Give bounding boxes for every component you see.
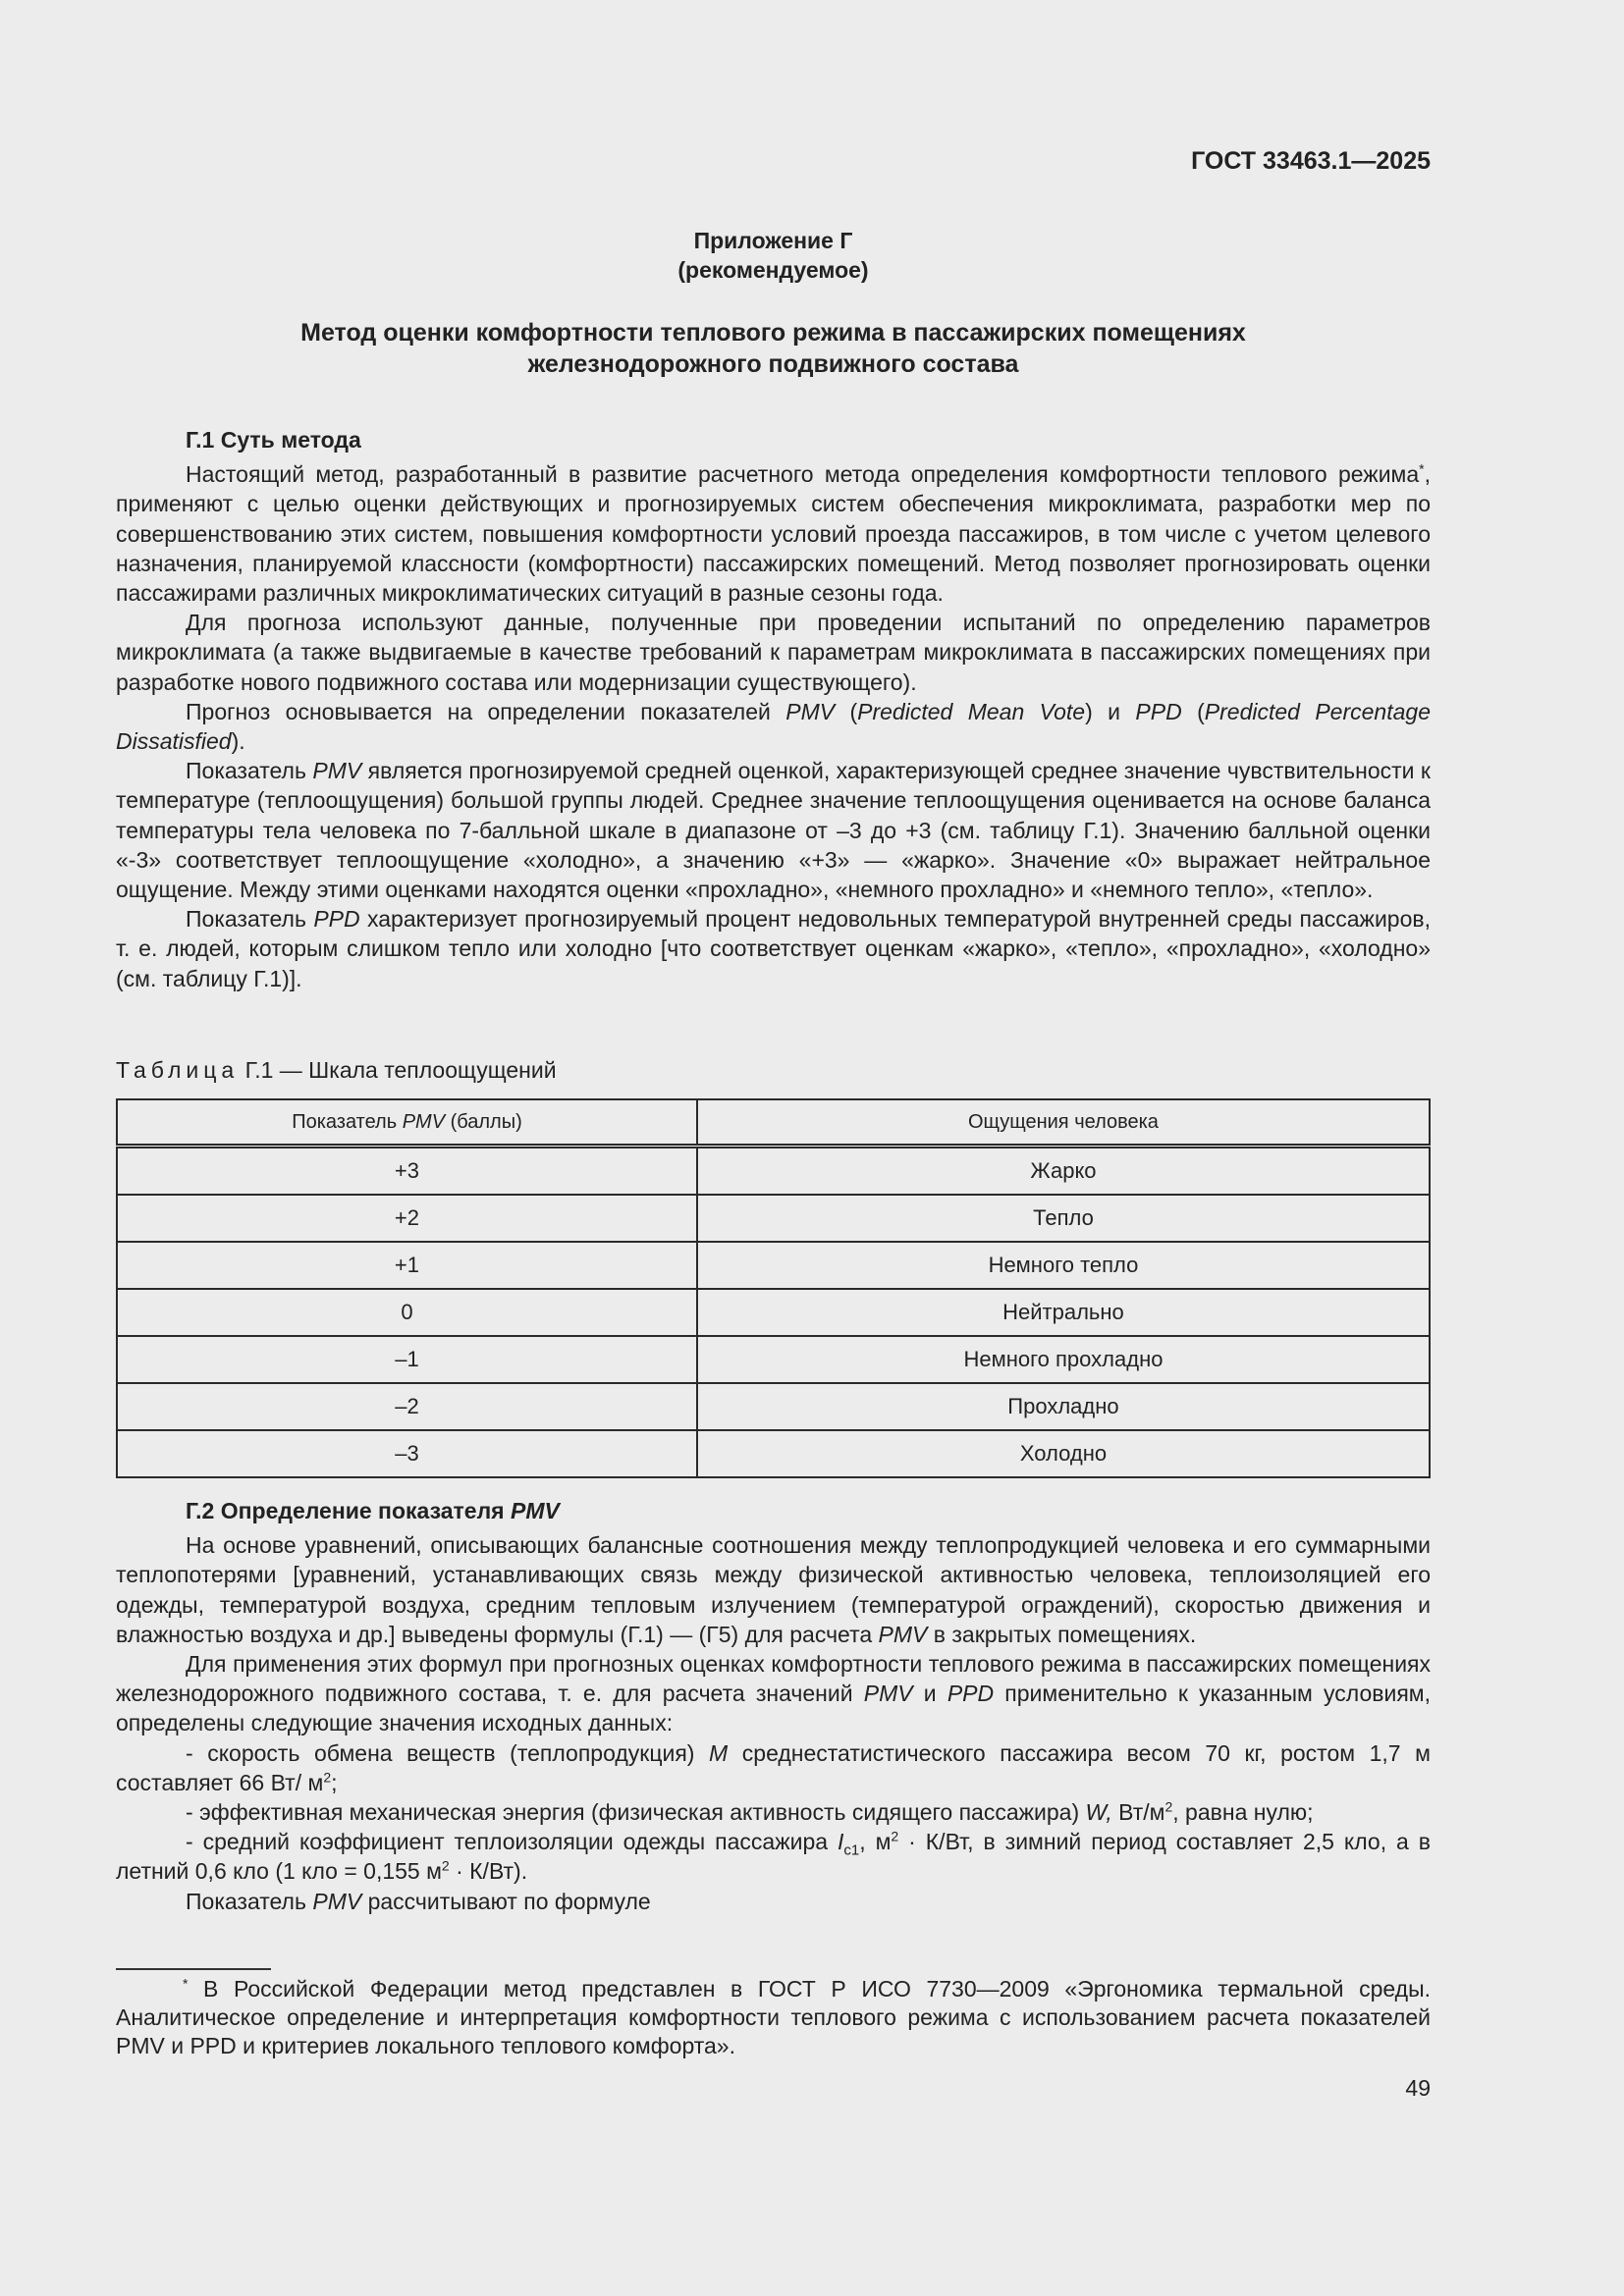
paragraph: Показатель PMV является прогнозируемой средней оценкой, характеризующей среднее значение чувствительности к температуре (теплоощущения) большой группы людей. Среднее значение теплоощущения оценивается на основе баланса температуры тела человека по 7-балльной шкале в диапазоне от –3 до +3 (см. таблицу Г.1). Значению балльной оценки «-3» соответствует теплоощущение «холодно», а значению «+3» — «жарко». Значение «0» выражает нейтральное ощущение. Между этими оценками находятся оценки «прохладно», «немного прохладно» и «немного тепло», «тепло». <box>116 758 1431 903</box>
paragraph: Прогноз основывается на определении показателей PMV (Predicted Mean Vote) и PPD (Predicted Percentage Dissatisfied). <box>116 698 1431 755</box>
list-item: - скорость обмена веществ (теплопродукция) M среднестатистического пассажира весом 70 кг, ростом 1,7 м составляет 66 Вт/ $м^2$; <box>116 1739 1431 1795</box>
paragraph: Для применения этих формул при прогнозных оценках комфортности теплового режима в пассажирских помещениях железнодорожного подвижного состава, т. е. для расчета значений PMV и PPD применительно к указанным условиям, определены следующие значения исходных данных: <box>116 1651 1431 1736</box>
table-row: –2 Прохладно <box>117 1383 1430 1430</box>
table-caption: Таблица Г.1 — Шкала теплоощущений <box>116 1057 557 1083</box>
table-row: 0 Нейтрально <box>117 1289 1430 1336</box>
footnote-divider <box>116 1968 271 1970</box>
appendix-main-title <box>116 317 1431 380</box>
paragraph: На основе уравнений, описывающих балансные соотношения между теплопродукцией человека и его суммарными теплопотерями [уравнений, устанавливающих связь между физической активностью человека, теплоизоляцией его одежды, температурой воздуха, средним тепловым излучением (температурой ограждений), скоростью движения и влажностью воздуха и др.] выведены формулы (Г.1) — (Г5) для расчета PMV в закрытых помещениях. <box>116 1532 1431 1647</box>
appendix-heading <box>116 226 1431 285</box>
thermal-sensation-table <box>116 1098 1431 1478</box>
column-header-pmv: Показатель PMV (баллы) <box>117 1099 697 1147</box>
table-row: +3 Жарко <box>117 1147 1430 1196</box>
paragraph: Показатель PPD характеризует прогнозируемый процент недовольных температурой внутренней среды пассажиров, т. е. людей, которым слишком тепло или холодно [что соответствует оценкам «жарко», «тепло», «прохладно», «холодно» (см. таблицу Г.1)]. <box>116 906 1431 991</box>
document-code: ГОСТ 33463.1—2025 <box>1191 147 1431 175</box>
list-item: - эффективная механическая энергия (физическая активность сидящего пассажира) W, $Вт/м^2$, равна нулю; <box>186 1798 1314 1826</box>
column-header-sensation: Ощущения человека <box>697 1099 1430 1147</box>
page-number: 49 <box>1405 2075 1431 2101</box>
table-row: –3 Холодно <box>117 1430 1430 1477</box>
table-row: +2 Тепло <box>117 1195 1430 1242</box>
footnote-mark: * <box>1419 460 1425 477</box>
list-item: - средний коэффициент теплоизоляции одежды пассажира $I_{c1}$, $м^2 \cdot К/Вт$, в зимний период составляет 2,5 кло, а в летний 0,6 кло (1 кло = 0,155 $м^2 \cdot К/Вт$). <box>116 1828 1432 1885</box>
table-row: –1 Немного прохладно <box>117 1336 1430 1383</box>
title-line-2: железнодорожного подвижного состава <box>527 350 1019 378</box>
paragraph: Настоящий метод, разработанный в развитие расчетного метода определения комфортности теплового режима*, применяют с целью оценки действующих и прогнозируемых систем обеспечения микроклимата, разработки мер по совершенствованию этих систем, повышения комфортности условий проезда пассажиров, в том числе с учетом целевого назначения, планируемой классности (комфортности) пассажирских помещений. Метод позволяет прогнозировать оценки пассажирами различных микроклиматических ситуаций в разные сезоны года. <box>116 460 1431 607</box>
paragraph: Показатель PMV рассчитывают по формуле <box>186 1888 651 1914</box>
section-g2-heading: Г.2 Определение показателя PMV <box>186 1498 560 1523</box>
section-g2 <box>116 1496 1431 1916</box>
section-g1-heading: Г.1 Суть метода <box>186 427 361 453</box>
paragraph: Для прогноза используют данные, полученные при проведении испытаний по определению параметров микроклимата (а также выдвигаемые в качестве требований к параметрам микроклимата в пассажирских помещениях при разработке нового подвижного состава или модернизации существующего). <box>116 610 1431 695</box>
table-header-row <box>117 1099 1430 1147</box>
table-row: +1 Немного тепло <box>117 1242 1430 1289</box>
footnote: * В Российской Федерации метод представлен в ГОСТ Р ИСО 7730—2009 «Эргономика термальной среды. Аналитическое определение и интерпретация комфортности теплового режима с использованием расчета показателей PMV и PPD и критериев локального теплового комфорта». <box>116 1975 1431 2058</box>
section-g1 <box>116 425 1431 993</box>
appendix-status: (рекомендуемое) <box>677 257 869 283</box>
footnote-mark: * <box>183 1975 189 1992</box>
title-line-1: Метод оценки комфортности теплового режима в пассажирских помещениях <box>300 319 1246 347</box>
appendix-title: Приложение Г <box>693 228 853 253</box>
